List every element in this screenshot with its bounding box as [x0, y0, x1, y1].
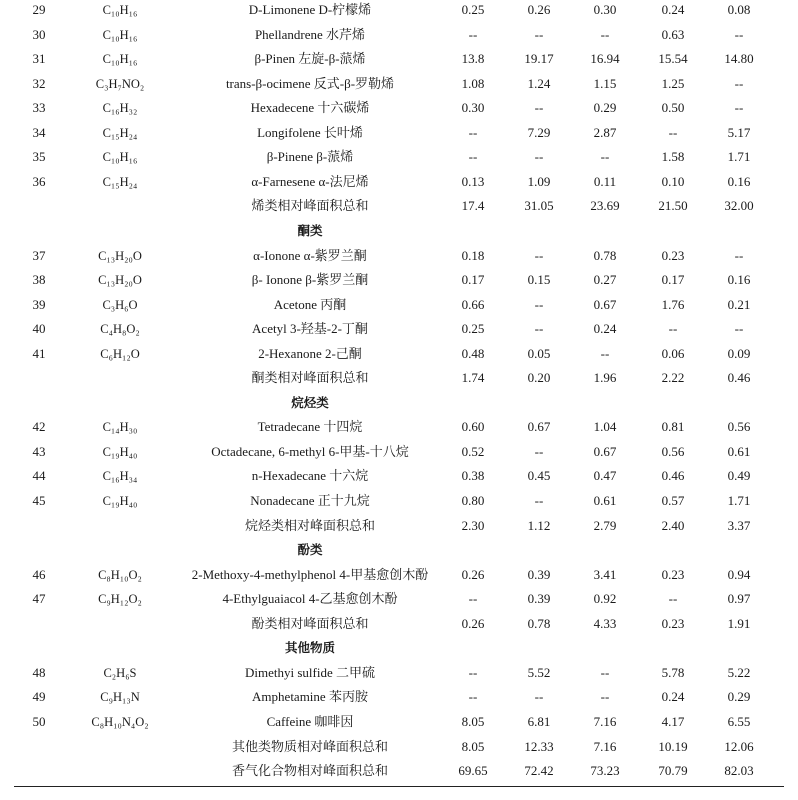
value-cell: 0.25: [461, 321, 485, 337]
compound-name: Dimethyi sulfide 二甲硫: [245, 664, 375, 680]
compound-number: 48: [32, 664, 46, 680]
compound-name: β- Ionone β-紫罗兰酮: [251, 272, 369, 288]
table-row: [0, 121, 798, 146]
value-cell: 21.50: [658, 198, 688, 214]
compound-formula: C₈H₁₀N₄O₂: [91, 714, 149, 729]
value-cell: 0.06: [661, 345, 685, 361]
compound-number: 31: [32, 51, 46, 67]
value-cell: 0.46: [727, 370, 751, 386]
value-cell: --: [600, 689, 610, 705]
value-cell: --: [534, 296, 544, 312]
compound-name: Acetone 丙酮: [273, 296, 347, 312]
value-cell: --: [534, 149, 544, 165]
value-cell: 4.33: [593, 615, 617, 631]
compound-name: Tetradecane 十四烷: [257, 419, 363, 435]
value-cell: 1.04: [593, 419, 617, 435]
value-cell: 31.05: [524, 198, 554, 214]
value-cell: --: [668, 591, 678, 607]
table-row: [0, 23, 798, 48]
compound-number: 50: [32, 713, 46, 729]
value-cell: 0.50: [661, 100, 685, 116]
value-cell: 8.05: [461, 738, 485, 754]
value-cell: 14.80: [724, 51, 754, 67]
compound-formula: C₁₀H₁₆: [102, 52, 138, 67]
value-cell: 12.06: [724, 738, 754, 754]
value-cell: 1.15: [593, 75, 617, 91]
value-cell: 1.12: [527, 517, 551, 533]
value-cell: 0.67: [593, 443, 617, 459]
compound-number: 49: [32, 689, 46, 705]
value-cell: 16.94: [590, 51, 620, 67]
value-cell: 0.23: [661, 247, 685, 263]
summary-label: 香气化合物相对峰面积总和: [231, 763, 388, 779]
value-cell: 10.19: [658, 738, 688, 754]
value-cell: 0.46: [661, 468, 685, 484]
table-row: [0, 0, 798, 23]
value-cell: 17.4: [461, 198, 485, 214]
value-cell: --: [468, 124, 478, 140]
value-cell: --: [668, 321, 678, 337]
value-cell: 0.29: [593, 100, 617, 116]
compound-formula: C₁₉H₄₀: [102, 494, 138, 508]
value-cell: --: [534, 689, 544, 705]
section-title: 烷烃类: [291, 394, 329, 410]
value-cell: 0.13: [461, 173, 485, 189]
value-cell: 0.61: [593, 493, 617, 508]
value-cell: 0.17: [661, 272, 685, 288]
value-cell: --: [734, 26, 744, 42]
value-cell: 5.78: [661, 664, 685, 680]
value-cell: 0.67: [593, 296, 617, 312]
section-title: 酚类: [297, 542, 323, 558]
value-cell: 19.17: [524, 51, 554, 67]
value-cell: 1.71: [727, 149, 751, 165]
value-cell: 0.24: [661, 2, 685, 17]
value-cell: 2.40: [661, 517, 685, 533]
compound-number: 37: [32, 247, 46, 263]
compound-formula: C₁₀H₁₆: [102, 3, 138, 17]
value-cell: 1.96: [593, 370, 617, 386]
summary-label: 其他类物质相对峰面积总和: [231, 738, 388, 754]
value-cell: 82.03: [724, 763, 754, 779]
value-cell: --: [600, 664, 610, 680]
compound-number: 40: [32, 321, 46, 337]
table-row: [0, 710, 798, 735]
value-cell: 0.17: [461, 272, 485, 288]
value-cell: 2.87: [593, 124, 617, 140]
value-cell: 0.09: [727, 345, 751, 361]
value-cell: 0.47: [593, 468, 617, 484]
compound-formula: C₁₆H₃₄: [102, 469, 138, 484]
value-cell: 0.97: [727, 591, 751, 607]
value-cell: 4.17: [661, 713, 685, 729]
value-cell: 1.74: [461, 370, 485, 386]
value-cell: 6.81: [527, 713, 551, 729]
table-row: [0, 489, 798, 514]
compound-formula: C₃H₆O: [102, 297, 138, 312]
compound-formula: C₈H₁₀O₂: [98, 567, 142, 582]
value-cell: 0.29: [727, 689, 751, 705]
compound-formula: C₄H₈O₂: [100, 322, 140, 337]
value-cell: 0.16: [727, 272, 751, 288]
compound-number: 30: [32, 26, 46, 42]
compound-number: 36: [32, 173, 46, 189]
table-row: [0, 415, 798, 440]
value-cell: 0.39: [527, 566, 551, 582]
compound-formula: C₉H₁₂O₂: [98, 592, 142, 607]
value-cell: 0.16: [727, 173, 751, 189]
value-cell: 5.52: [527, 664, 551, 680]
value-cell: --: [534, 493, 544, 508]
compound-formula: C₂H₆S: [103, 665, 137, 680]
compound-name: β-Pinene β-蒎烯: [266, 149, 354, 165]
value-cell: --: [468, 149, 478, 165]
summary-row: [0, 514, 798, 539]
value-cell: --: [600, 345, 610, 361]
value-cell: --: [734, 100, 744, 116]
value-cell: 0.10: [661, 173, 685, 189]
value-cell: --: [600, 149, 610, 165]
compound-formula: C₁₃H₂₀O: [98, 248, 142, 263]
compound-name: Caffeine 咖啡因: [266, 713, 354, 729]
value-cell: --: [600, 26, 610, 42]
value-cell: 2.30: [461, 517, 485, 533]
summary-row: [0, 759, 798, 784]
compound-number: 41: [32, 345, 46, 361]
value-cell: 1.91: [727, 615, 751, 631]
value-cell: 23.69: [590, 198, 620, 214]
summary-label: 酮类相对峰面积总和: [251, 370, 369, 386]
compound-name: D-Limonene D-柠檬烯: [248, 2, 372, 17]
compound-formula: C₆H₁₂O: [100, 346, 140, 361]
compound-formula: C₁₀H₁₆: [102, 150, 138, 165]
value-cell: 1.08: [461, 75, 485, 91]
compound-name: 2-Hexanone 2-己酮: [258, 345, 362, 361]
table-row: [0, 47, 798, 72]
value-cell: 0.23: [661, 615, 685, 631]
compound-name: n-Hexadecane 十六烷: [251, 468, 369, 484]
compound-number: 47: [32, 591, 46, 607]
compound-number: 45: [32, 493, 46, 508]
compound-name: Nonadecane 正十九烷: [250, 493, 370, 508]
value-cell: 0.24: [661, 689, 685, 705]
compound-name: Acetyl 3-羟基-2-丁酮: [252, 321, 368, 337]
section-header-row: [0, 636, 798, 661]
compound-name: Octadecane, 6-methyl 6-甲基-十八烷: [211, 443, 409, 459]
section-header-row: [0, 219, 798, 244]
value-cell: 0.60: [461, 419, 485, 435]
value-cell: 3.37: [727, 517, 751, 533]
value-cell: 0.11: [593, 173, 617, 189]
value-cell: 0.92: [593, 591, 617, 607]
compound-formula: C₃H₇NO₂: [95, 76, 145, 91]
value-cell: 0.78: [593, 247, 617, 263]
value-cell: 32.00: [724, 198, 754, 214]
value-cell: --: [468, 664, 478, 680]
value-cell: --: [468, 689, 478, 705]
summary-label: 烷烃类相对峰面积总和: [244, 517, 375, 533]
compound-number: 44: [32, 468, 46, 484]
value-cell: 0.61: [727, 443, 751, 459]
value-cell: 5.22: [727, 664, 751, 680]
compound-formula: C₁₃H₂₀O: [98, 273, 142, 288]
value-cell: 69.65: [458, 763, 488, 779]
value-cell: 0.26: [461, 615, 485, 631]
table-row: [0, 170, 798, 195]
value-cell: --: [468, 26, 478, 42]
table-row: [0, 317, 798, 342]
value-cell: --: [468, 591, 478, 607]
value-cell: 0.45: [527, 468, 551, 484]
value-cell: 2.22: [661, 370, 685, 386]
value-cell: 0.30: [461, 100, 485, 116]
value-cell: 5.17: [727, 124, 751, 140]
value-cell: 0.39: [527, 591, 551, 607]
table-row: [0, 464, 798, 489]
value-cell: --: [534, 321, 544, 337]
value-cell: 6.55: [727, 713, 751, 729]
compound-number: 32: [32, 75, 46, 91]
compound-name: Phellandrene 水芹烯: [254, 26, 366, 42]
compound-number: 33: [32, 100, 46, 116]
table-row: [0, 72, 798, 97]
value-cell: 1.58: [661, 149, 685, 165]
table-row: [0, 342, 798, 367]
compound-name: β-Pinen 左旋-β-蒎烯: [254, 51, 366, 67]
value-cell: 0.56: [661, 443, 685, 459]
value-cell: 0.66: [461, 296, 485, 312]
compound-formula: C₉H₁₃N: [100, 690, 140, 705]
value-cell: 1.09: [527, 173, 551, 189]
value-cell: 7.29: [527, 124, 551, 140]
table-row: [0, 96, 798, 121]
value-cell: 0.48: [461, 345, 485, 361]
compound-formula: C₁₅H₂₄: [102, 174, 138, 189]
value-cell: 0.27: [593, 272, 617, 288]
section-header-row: [0, 538, 798, 563]
table-row: [0, 293, 798, 318]
compound-number: 42: [32, 419, 46, 435]
compound-formula: C₁₅H₂₄: [102, 125, 138, 140]
value-cell: --: [534, 247, 544, 263]
value-cell: 0.21: [727, 296, 751, 312]
compound-number: 46: [32, 566, 46, 582]
value-cell: 0.24: [593, 321, 617, 337]
compound-name: trans-β-ocimene 反式-β-罗勒烯: [225, 75, 395, 91]
value-cell: 3.41: [593, 566, 617, 582]
value-cell: --: [668, 124, 678, 140]
summary-row: [0, 735, 798, 760]
table-row: [0, 587, 798, 612]
value-cell: 0.78: [527, 615, 551, 631]
value-cell: 0.52: [461, 443, 485, 459]
compound-name: Hexadecene 十六碳烯: [250, 100, 370, 116]
value-cell: 0.56: [727, 419, 751, 435]
compound-formula: C₁₄H₃₀: [102, 420, 138, 435]
compound-name: 4-Ethylguaiacol 4-乙基愈创木酚: [222, 591, 398, 607]
value-cell: 8.05: [461, 713, 485, 729]
value-cell: 0.38: [461, 468, 485, 484]
compound-number: 35: [32, 149, 46, 165]
compound-number: 29: [32, 2, 46, 17]
section-title: 酮类: [297, 222, 323, 238]
value-cell: 0.26: [461, 566, 485, 582]
summary-row: [0, 366, 798, 391]
compound-number: 34: [32, 124, 46, 140]
value-cell: --: [534, 100, 544, 116]
value-cell: 0.23: [661, 566, 685, 582]
section-title: 其他物质: [284, 640, 335, 656]
value-cell: 72.42: [524, 763, 554, 779]
value-cell: --: [534, 443, 544, 459]
value-cell: 0.25: [461, 2, 485, 17]
value-cell: 7.16: [593, 738, 617, 754]
value-cell: --: [534, 26, 544, 42]
value-cell: 7.16: [593, 713, 617, 729]
summary-row: [0, 612, 798, 637]
value-cell: 0.63: [661, 26, 685, 42]
summary-row: [0, 194, 798, 219]
compound-formula: C₁₆H₃₂: [102, 101, 138, 116]
table-bottom-rule: [14, 786, 784, 787]
table-row: [0, 440, 798, 465]
value-cell: 70.79: [658, 763, 688, 779]
value-cell: 1.24: [527, 75, 551, 91]
compound-number: 43: [32, 443, 46, 459]
value-cell: 0.81: [661, 419, 685, 435]
value-cell: 2.79: [593, 517, 617, 533]
summary-label: 烯类相对峰面积总和: [251, 198, 369, 214]
table-row: [0, 563, 798, 588]
value-cell: 0.20: [527, 370, 551, 386]
value-cell: 0.49: [727, 468, 751, 484]
compound-formula: C₁₉H₄₀: [102, 444, 138, 459]
table-row: [0, 145, 798, 170]
value-cell: --: [734, 75, 744, 91]
compound-number: 38: [32, 272, 46, 288]
value-cell: 1.76: [661, 296, 685, 312]
value-cell: 0.08: [727, 2, 751, 17]
value-cell: 0.18: [461, 247, 485, 263]
value-cell: 0.94: [727, 566, 751, 582]
compound-number: 39: [32, 296, 46, 312]
table-row: [0, 244, 798, 269]
compound-formula: C₁₀H₁₆: [102, 27, 138, 42]
value-cell: --: [734, 247, 744, 263]
summary-label: 酚类相对峰面积总和: [251, 615, 369, 631]
section-header-row: [0, 391, 798, 416]
value-cell: 1.71: [727, 493, 751, 508]
compound-name: Longifolene 长叶烯: [257, 124, 363, 140]
compound-name: Amphetamine 苯丙胺: [252, 689, 368, 705]
value-cell: 0.57: [661, 493, 685, 508]
value-cell: 0.05: [527, 345, 551, 361]
value-cell: 0.15: [527, 272, 551, 288]
value-cell: 15.54: [658, 51, 688, 67]
value-cell: 0.67: [527, 419, 551, 435]
value-cell: 0.26: [527, 2, 551, 17]
compound-name: α-Ionone α-紫罗兰酮: [253, 247, 367, 263]
value-cell: 13.8: [461, 51, 485, 67]
value-cell: 12.33: [524, 738, 554, 754]
compound-name: α-Farnesene α-法尼烯: [251, 173, 369, 189]
table-row: [0, 661, 798, 686]
compound-name: 2-Methoxy-4-methylphenol 4-甲基愈创木酚: [191, 566, 429, 582]
table-row: [0, 685, 798, 710]
value-cell: 1.25: [661, 75, 685, 91]
value-cell: 0.80: [461, 493, 485, 508]
table-row: [0, 268, 798, 293]
value-cell: --: [734, 321, 744, 337]
value-cell: 0.30: [593, 2, 617, 17]
value-cell: 73.23: [590, 763, 620, 779]
